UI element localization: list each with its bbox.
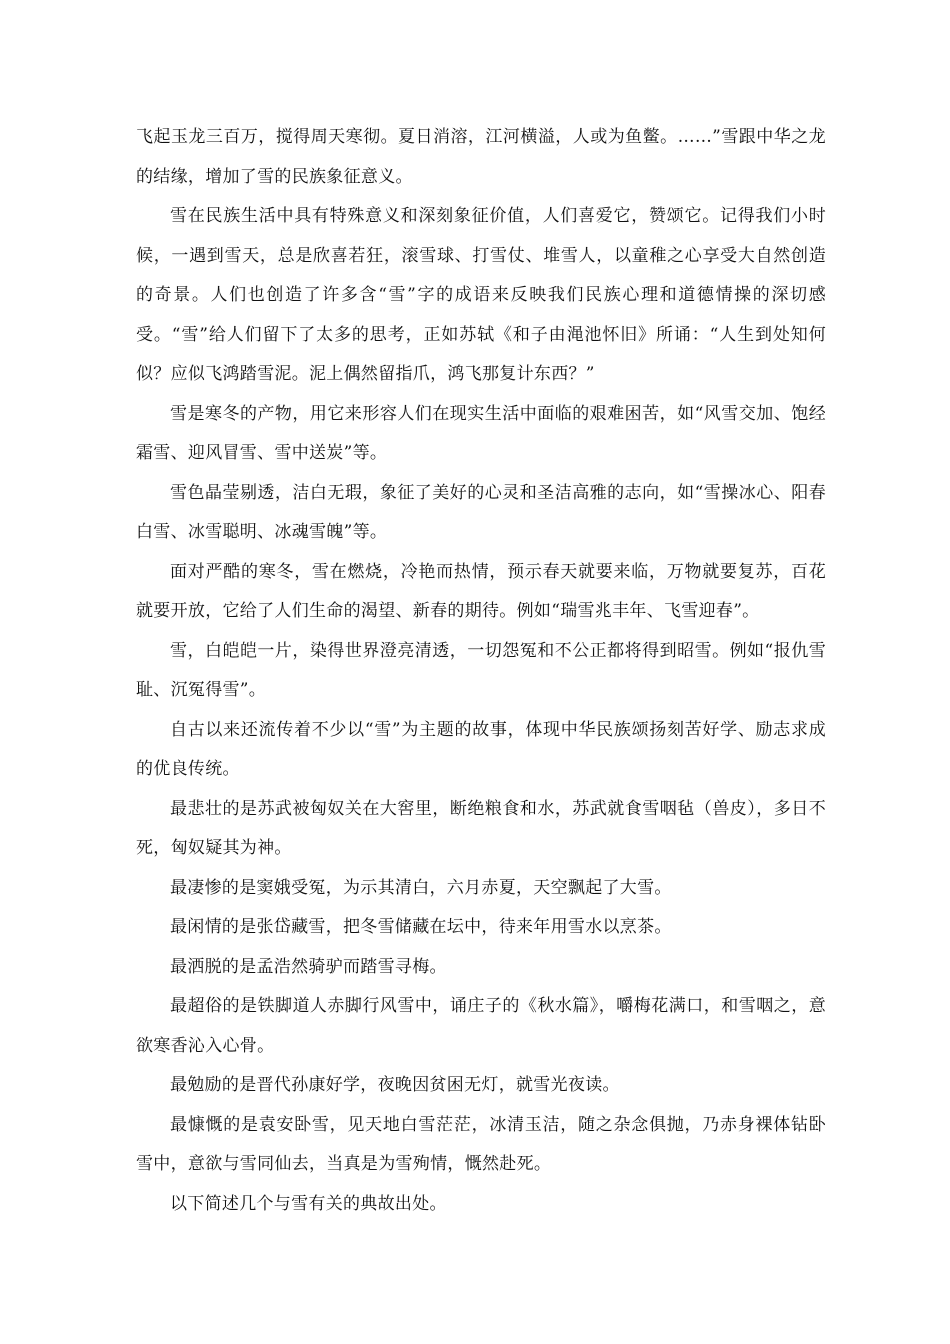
paragraph-1: 飞起玉龙三百万，搅得周天寒彻。夏日消溶，江河横溢，人或为鱼鳖。……”雪跟中华之龙的结缘，增加了雪的民族象征意义。	[136, 127, 826, 187]
paragraph-6: 雪，白皑皑一片，染得世界澄亮清透，一切怨冤和不公正都将得到昭雪。例如“报仇雪耻、沉冤得雪”。	[136, 640, 826, 700]
paragraph-2: 雪在民族生活中具有特殊意义和深刻象征价值，人们喜爱它，赞颂它。记得我们小时候，一遇到雪天，总是欣喜若狂，滚雪球、打雪仗、堆雪人，以童稚之心享受大自然创造的奇景。人们也创造了许多含“雪”字的成语来反映我们民族心理和道德情操的深切感受。“雪”给人们留下了太多的思考，正如苏轼《和子由渑池怀旧》所诵：“人生到处知何似？应似飞鸿踏雪泥。泥上偶然留指爪，鸿飞那复计东西？”	[136, 206, 826, 384]
paragraph-11: 最洒脱的是孟浩然骑驴而踏雪寻梅。	[170, 956, 447, 977]
paragraph-14: 最慷慨的是袁安卧雪，见天地白雪茫茫，冰清玉洁，随之杂念俱抛，乃赤身裸体钻卧雪中，意欲与雪同仙去，当真是为雪殉情，慨然赴死。	[136, 1114, 826, 1174]
paragraph-5: 面对严酷的寒冬，雪在燃烧，冷艳而热情，预示春天就要来临，万物就要复苏，百花就要开放，它给了人们生命的渴望、新春的期待。例如“瑞雪兆丰年、飞雪迎春”。	[136, 561, 826, 621]
paragraph-3: 雪是寒冬的产物，用它来形容人们在现实生活中面临的艰难困苦，如“风雪交加、饱经霜雪、迎风冒雪、雪中送炭”等。	[136, 403, 826, 463]
article-body	[136, 118, 826, 1224]
paragraph-10: 最闲情的是张岱藏雪，把冬雪储藏在坛中，待来年用雪水以烹茶。	[170, 917, 672, 937]
paragraph-13: 最勉励的是晋代孙康好学，夜晚因贫困无灯，就雪光夜读。	[170, 1075, 620, 1095]
paragraph-9: 最凄惨的是窦娥受冤，为示其清白，六月赤夏，天空飘起了大雪。	[170, 877, 672, 898]
paragraph-4: 雪色晶莹剔透，洁白无瑕，象征了美好的心灵和圣洁高雅的志向，如“雪操冰心、阳春白雪、冰雪聪明、冰魂雪魄”等。	[136, 482, 826, 542]
paragraph-8: 最悲壮的是苏武被匈奴关在大窖里，断绝粮食和水，苏武就食雪咽毡（兽皮），多日不死，匈奴疑其为神。	[136, 798, 826, 858]
paragraph-12: 最超俗的是铁脚道人赤脚行风雪中，诵庄子的《秋水篇》，嚼梅花满口，和雪咽之，意欲寒香沁入心骨。	[136, 996, 826, 1056]
paragraph-15: 以下简述几个与雪有关的典故出处。	[170, 1193, 447, 1214]
paragraph-7: 自古以来还流传着不少以“雪”为主题的故事，体现中华民族颂扬刻苦好学、励志求成的优良传统。	[136, 719, 826, 779]
